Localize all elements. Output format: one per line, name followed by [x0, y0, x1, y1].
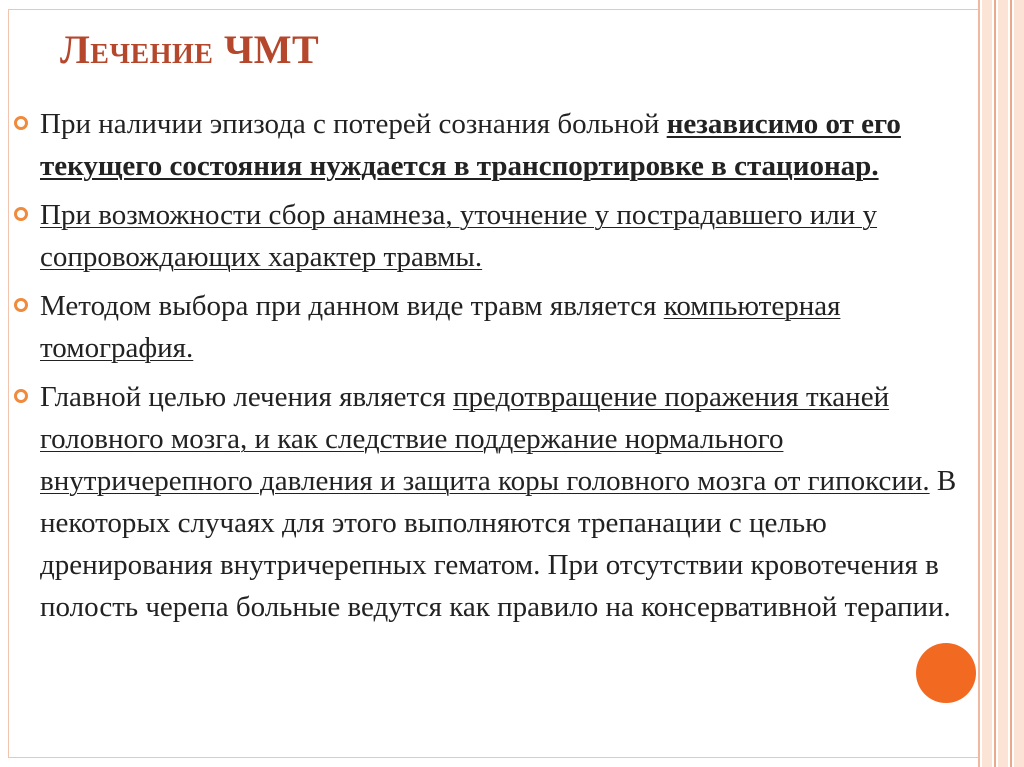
bullet-4-text-plain-start: Главной целью лечения является	[40, 381, 453, 413]
slide-title: Лечение ЧМТ	[60, 27, 320, 72]
bullet-3-text-underlined: компьютерная томография.	[40, 290, 841, 364]
bullet-3-text-plain: Методом выбора при данном виде травм является	[40, 290, 664, 322]
decorative-orange-circle	[916, 643, 976, 703]
bullet-4-text-plain-end: В некоторых случаях для этого выполняются трепанации с целью дренирования внутричерепных гематом. При отсутствии кровотечения в полость черепа больные ведутся как правило на консервативной терапии.	[40, 465, 957, 623]
ring-bullet-icon	[14, 207, 28, 221]
ring-bullet-icon	[14, 116, 28, 130]
bullet-4-text-underlined: предотвращение поражения тканей головного мозга, и как следствие поддержание нормального внутричерепного давления и защита коры головного мозга от гипоксии.	[40, 381, 930, 497]
frame-bottom-line	[8, 757, 978, 758]
bullet-item-2	[14, 194, 999, 278]
bullet-1-text-emphasis: независимо от его текущего состояния нуждается в транспортировке в стационар.	[40, 108, 901, 182]
bullet-list	[14, 103, 999, 635]
frame-top-line	[8, 9, 978, 10]
ring-bullet-icon	[14, 298, 28, 312]
ring-bullet-icon	[14, 389, 28, 403]
bullet-item-4	[14, 376, 999, 628]
bullet-1-text-plain: При наличии эпизода с потерей сознания больной	[40, 108, 667, 140]
bullet-2-text-underlined: При возможности сбор анамнеза, уточнение у пострадавшего или у сопровождающих характер травмы.	[40, 199, 878, 273]
frame-left-line	[8, 9, 9, 758]
bullet-item-3	[14, 285, 999, 369]
bullet-item-1	[14, 103, 999, 187]
